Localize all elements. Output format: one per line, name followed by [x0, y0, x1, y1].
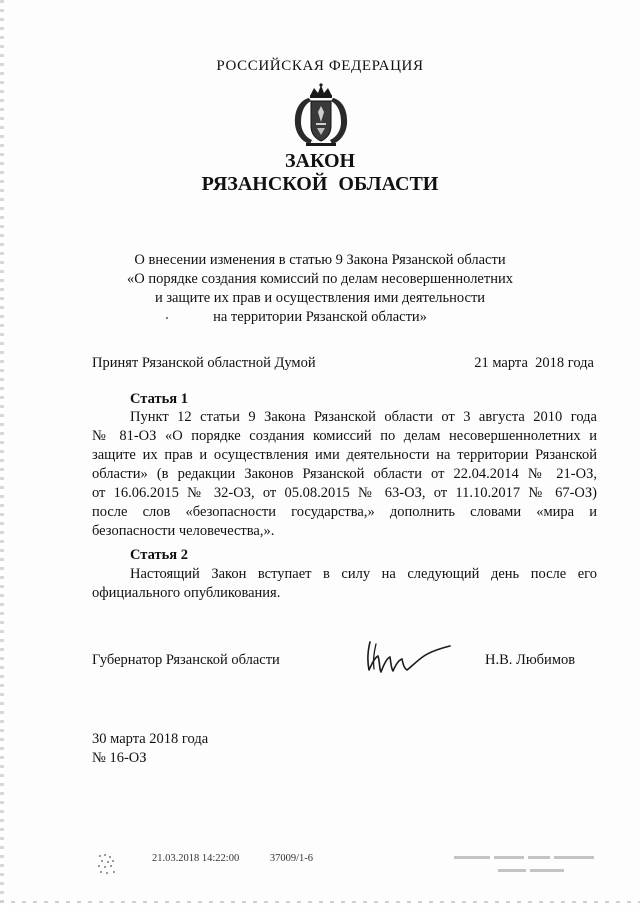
- article-2-text: [92, 565, 597, 603]
- article-1-text: [92, 408, 597, 541]
- footer-metadata: [152, 853, 341, 864]
- law-title: [0, 251, 640, 327]
- text-line: № 81-ОЗ «О порядке создания комиссий по делам несовершеннолетних и: [92, 428, 597, 444]
- article-1-heading: Статья 1: [130, 391, 188, 407]
- text-line: области» (в редакции Законов Рязанской области от 22.04.2014 № 21-ОЗ,: [92, 466, 597, 482]
- signing-date: 30 марта 2018 года: [92, 731, 209, 747]
- text-line: от 16.06.2015 № 32-ОЗ, от 05.08.2015 № 63-ОЗ, от 11.10.2017 № 67-ОЗ): [92, 485, 597, 501]
- governor-name: Н.В. Любимов: [485, 652, 576, 668]
- adoption-date: 21 марта 2018 года: [474, 355, 594, 371]
- handwritten-signature: [362, 636, 462, 678]
- signing-info: [92, 730, 208, 768]
- governor-title: Губернатор Рязанской области: [92, 652, 280, 668]
- adopting-body: Принят Рязанской областной Думой: [92, 355, 316, 371]
- footer-timestamp: 21.03.2018 14:22:00: [152, 853, 240, 864]
- text-line: после слов «безопасности государства,» дополнить словами «мира и: [92, 504, 597, 520]
- law-heading: ЗАКОН: [284, 150, 356, 172]
- footer-stamp-icon: [96, 852, 118, 878]
- article-2-heading: Статья 2: [130, 547, 188, 563]
- faint-registry-stamp: [452, 852, 602, 880]
- text-line: Настоящий Закон вступает в силу на следующий день после его: [130, 566, 597, 582]
- region-heading: РЯЗАНСКОЙ ОБЛАСТИ: [201, 173, 439, 195]
- text-line: Пункт 12 статьи 9 Закона Рязанской области от 3 августа 2010 года: [130, 409, 597, 425]
- title-line: О внесении изменения в статью 9 Закона Рязанской области: [134, 252, 506, 268]
- footer-doc-code: 37009/1-6: [269, 853, 314, 864]
- scan-edge-left: [0, 0, 4, 905]
- adoption-row: [92, 355, 594, 372]
- text-line: защите их прав и осуществления ими деятельности на территории Рязанской: [92, 447, 597, 463]
- coat-of-arms-icon: [288, 82, 354, 148]
- text-line: официального опубликования.: [92, 585, 281, 601]
- scan-speck: [166, 317, 168, 319]
- title-line: на территории Рязанской области»: [213, 309, 427, 325]
- law-number: № 16-ОЗ: [92, 750, 147, 766]
- title-line: и защите их прав и осуществления ими деятельности: [154, 290, 486, 306]
- title-line: «О порядке создания комиссий по делам несовершеннолетних: [127, 271, 513, 287]
- scan-edge-bottom: [0, 901, 640, 903]
- text-line: безопасности человечества,».: [92, 523, 275, 539]
- country-heading: РОССИЙСКАЯ ФЕДЕРАЦИЯ: [216, 58, 424, 74]
